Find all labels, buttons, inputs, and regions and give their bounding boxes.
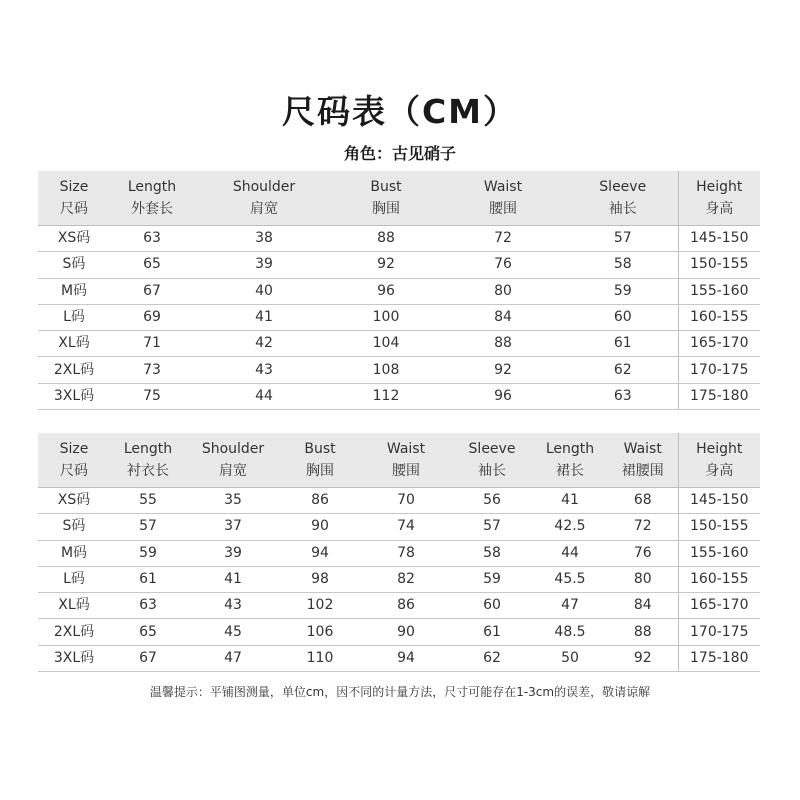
column-header-en: Sleeve — [599, 179, 647, 195]
measurement-cell: 63 — [110, 226, 194, 252]
column-header-en: Length — [123, 441, 173, 457]
measurement-cell: 56 — [452, 488, 532, 514]
column-header-en: Height — [696, 179, 743, 195]
column-header-en: Length — [545, 441, 595, 457]
measurement-cell: 61 — [110, 566, 186, 592]
measurement-cell: 100 — [334, 304, 438, 330]
measurement-cell: 62 — [452, 645, 532, 671]
measurement-cell: 165-170 — [678, 331, 760, 357]
column-header-en: Waist — [623, 441, 662, 457]
column-header-en: Bust — [304, 441, 336, 457]
measurement-cell: 88 — [608, 619, 678, 645]
column-header-zh: 裙腰围 — [621, 463, 664, 479]
table-row — [38, 304, 760, 330]
measurement-cell: 48.5 — [532, 619, 608, 645]
column-header-en: Waist — [483, 179, 523, 195]
column-header — [110, 433, 186, 488]
measurement-cell: 96 — [334, 278, 438, 304]
column-header — [608, 433, 678, 488]
measurement-cell: 62 — [568, 357, 678, 383]
size-label-cell: XS码 — [38, 226, 110, 252]
column-header — [110, 171, 194, 226]
measurement-cell: 59 — [452, 566, 532, 592]
table-row — [38, 278, 760, 304]
measurement-cell: 155-160 — [678, 278, 760, 304]
measurement-cell: 58 — [568, 252, 678, 278]
size-label-cell: 2XL码 — [38, 357, 110, 383]
measurement-cell: 61 — [568, 331, 678, 357]
measurement-cell: 63 — [568, 383, 678, 409]
shirt-skirt-size-table — [38, 433, 760, 672]
column-header-en: Waist — [386, 441, 426, 457]
column-header-en: Size — [59, 179, 89, 195]
measurement-cell: 38 — [194, 226, 334, 252]
measurement-cell: 71 — [110, 331, 194, 357]
measurement-cell: 175-180 — [678, 383, 760, 409]
measurement-cell: 175-180 — [678, 645, 760, 671]
table-row — [38, 645, 760, 671]
measurement-cell: 60 — [452, 593, 532, 619]
measurement-cell: 39 — [186, 540, 280, 566]
measurement-cell: 92 — [608, 645, 678, 671]
table-row — [38, 357, 760, 383]
measurement-cell: 76 — [438, 252, 568, 278]
measurement-cell: 44 — [194, 383, 334, 409]
measurement-cell: 102 — [280, 593, 360, 619]
column-header-zh: 袖长 — [478, 463, 506, 479]
measurement-cell: 37 — [186, 514, 280, 540]
column-header — [194, 171, 334, 226]
measurement-cell: 84 — [608, 593, 678, 619]
measurement-cell: 90 — [280, 514, 360, 540]
column-header-en: Bust — [370, 179, 402, 195]
measurement-cell: 94 — [360, 645, 452, 671]
measurement-cell: 73 — [110, 357, 194, 383]
measurement-cell: 76 — [608, 540, 678, 566]
column-header-en: Height — [696, 441, 743, 457]
column-header-zh: 身高 — [705, 463, 734, 479]
measurement-cell: 80 — [608, 566, 678, 592]
size-label-cell: M码 — [38, 278, 110, 304]
column-header — [360, 433, 452, 488]
measurement-cell: 63 — [110, 593, 186, 619]
measurement-cell: 67 — [110, 645, 186, 671]
measurement-cell: 65 — [110, 252, 194, 278]
size-label-cell: 3XL码 — [38, 645, 110, 671]
column-header — [38, 171, 110, 226]
measurement-cell: 150-155 — [678, 514, 760, 540]
table-header-row — [38, 433, 760, 488]
measurement-cell: 96 — [438, 383, 568, 409]
measurement-cell: 72 — [438, 226, 568, 252]
measurement-cell: 57 — [452, 514, 532, 540]
measurement-cell: 170-175 — [678, 357, 760, 383]
measurement-cell: 106 — [280, 619, 360, 645]
measurement-cell: 59 — [110, 540, 186, 566]
size-label-cell: XS码 — [38, 488, 110, 514]
measurement-cell: 86 — [280, 488, 360, 514]
size-label-cell: S码 — [38, 514, 110, 540]
measurement-cell: 60 — [568, 304, 678, 330]
measurement-cell: 41 — [194, 304, 334, 330]
table-row — [38, 619, 760, 645]
measurement-cell: 50 — [532, 645, 608, 671]
jacket-size-table — [38, 171, 760, 410]
measurement-cell: 108 — [334, 357, 438, 383]
column-header-zh: 腰围 — [489, 201, 517, 217]
table-row — [38, 331, 760, 357]
measurement-cell: 155-160 — [678, 540, 760, 566]
table-row — [38, 593, 760, 619]
measurement-cell: 72 — [608, 514, 678, 540]
column-header — [186, 433, 280, 488]
column-header-zh: 肩宽 — [250, 201, 278, 217]
measurement-cell: 69 — [110, 304, 194, 330]
page-title: 尺码表（CM） — [281, 92, 519, 131]
table-row — [38, 540, 760, 566]
measurement-cell: 145-150 — [678, 226, 760, 252]
measurement-cell: 61 — [452, 619, 532, 645]
column-header-zh: 衬衣长 — [127, 463, 169, 479]
size-label-cell: 3XL码 — [38, 383, 110, 409]
measurement-cell: 160-155 — [678, 566, 760, 592]
measurement-cell: 39 — [194, 252, 334, 278]
measurement-cell: 57 — [110, 514, 186, 540]
measurement-cell: 67 — [110, 278, 194, 304]
column-header — [678, 433, 760, 488]
column-header — [452, 433, 532, 488]
column-header-zh: 袖长 — [608, 201, 637, 217]
table-header-row — [38, 171, 760, 226]
measurement-cell: 94 — [280, 540, 360, 566]
measurement-cell: 75 — [110, 383, 194, 409]
measurement-cell: 47 — [532, 593, 608, 619]
table-row — [38, 226, 760, 252]
measurement-cell: 41 — [186, 566, 280, 592]
measurement-cell: 68 — [608, 488, 678, 514]
column-header — [678, 171, 760, 226]
measurement-cell: 78 — [360, 540, 452, 566]
measurement-cell: 165-170 — [678, 593, 760, 619]
column-header-zh: 腰围 — [392, 463, 420, 479]
measurement-cell: 80 — [438, 278, 568, 304]
measurement-cell: 145-150 — [678, 488, 760, 514]
column-header-zh: 肩宽 — [219, 463, 247, 479]
measurement-cell: 43 — [194, 357, 334, 383]
measurement-cell: 59 — [568, 278, 678, 304]
measurement-cell: 43 — [186, 593, 280, 619]
measurement-cell: 88 — [438, 331, 568, 357]
measurement-cell: 42 — [194, 331, 334, 357]
measurement-cell: 160-155 — [678, 304, 760, 330]
size-label-cell: 2XL码 — [38, 619, 110, 645]
column-header — [38, 433, 110, 488]
table-row — [38, 566, 760, 592]
column-header-zh: 裙长 — [556, 463, 584, 479]
measurement-cell: 45.5 — [532, 566, 608, 592]
column-header — [280, 433, 360, 488]
measurement-cell: 40 — [194, 278, 334, 304]
column-header-zh: 身高 — [705, 201, 734, 217]
table-row — [38, 383, 760, 409]
measurement-cell: 92 — [438, 357, 568, 383]
column-header-en: Shoulder — [201, 441, 265, 457]
measurement-cell: 35 — [186, 488, 280, 514]
size-label-cell: L码 — [38, 304, 110, 330]
measurement-note: 温馨提示：平铺图测量，单位cm，因不同的计量方法，尺寸可能存在1-3cm的误差，敬请谅解 — [149, 685, 651, 699]
measurement-cell: 86 — [360, 593, 452, 619]
measurement-cell: 44 — [532, 540, 608, 566]
measurement-cell: 88 — [334, 226, 438, 252]
column-header-en: Size — [59, 441, 89, 457]
measurement-cell: 82 — [360, 566, 452, 592]
column-header-zh: 外套长 — [131, 201, 173, 217]
size-label-cell: XL码 — [38, 593, 110, 619]
table-row — [38, 514, 760, 540]
measurement-cell: 112 — [334, 383, 438, 409]
measurement-cell: 84 — [438, 304, 568, 330]
measurement-cell: 41 — [532, 488, 608, 514]
measurement-cell: 47 — [186, 645, 280, 671]
size-label-cell: L码 — [38, 566, 110, 592]
measurement-cell: 92 — [334, 252, 438, 278]
measurement-cell: 110 — [280, 645, 360, 671]
measurement-cell: 42.5 — [532, 514, 608, 540]
column-header-zh: 胸围 — [306, 463, 334, 479]
column-header-zh: 尺码 — [60, 463, 88, 479]
measurement-cell: 70 — [360, 488, 452, 514]
measurement-cell: 45 — [186, 619, 280, 645]
measurement-cell: 74 — [360, 514, 452, 540]
table-row — [38, 252, 760, 278]
measurement-cell: 55 — [110, 488, 186, 514]
measurement-cell: 104 — [334, 331, 438, 357]
column-header-zh: 尺码 — [60, 201, 88, 217]
column-header — [532, 433, 608, 488]
size-label-cell: XL码 — [38, 331, 110, 357]
column-header-en: Length — [127, 179, 177, 195]
measurement-cell: 150-155 — [678, 252, 760, 278]
column-header-en: Shoulder — [232, 179, 296, 195]
column-header-en: Sleeve — [468, 441, 516, 457]
column-header-zh: 胸围 — [372, 201, 400, 217]
measurement-cell: 170-175 — [678, 619, 760, 645]
measurement-cell: 57 — [568, 226, 678, 252]
column-header — [568, 171, 678, 226]
column-header — [334, 171, 438, 226]
character-subtitle: 角色：古见硝子 — [343, 144, 456, 163]
measurement-cell: 58 — [452, 540, 532, 566]
measurement-cell: 98 — [280, 566, 360, 592]
size-label-cell: S码 — [38, 252, 110, 278]
measurement-cell: 90 — [360, 619, 452, 645]
size-label-cell: M码 — [38, 540, 110, 566]
table-row — [38, 488, 760, 514]
measurement-cell: 65 — [110, 619, 186, 645]
column-header — [438, 171, 568, 226]
